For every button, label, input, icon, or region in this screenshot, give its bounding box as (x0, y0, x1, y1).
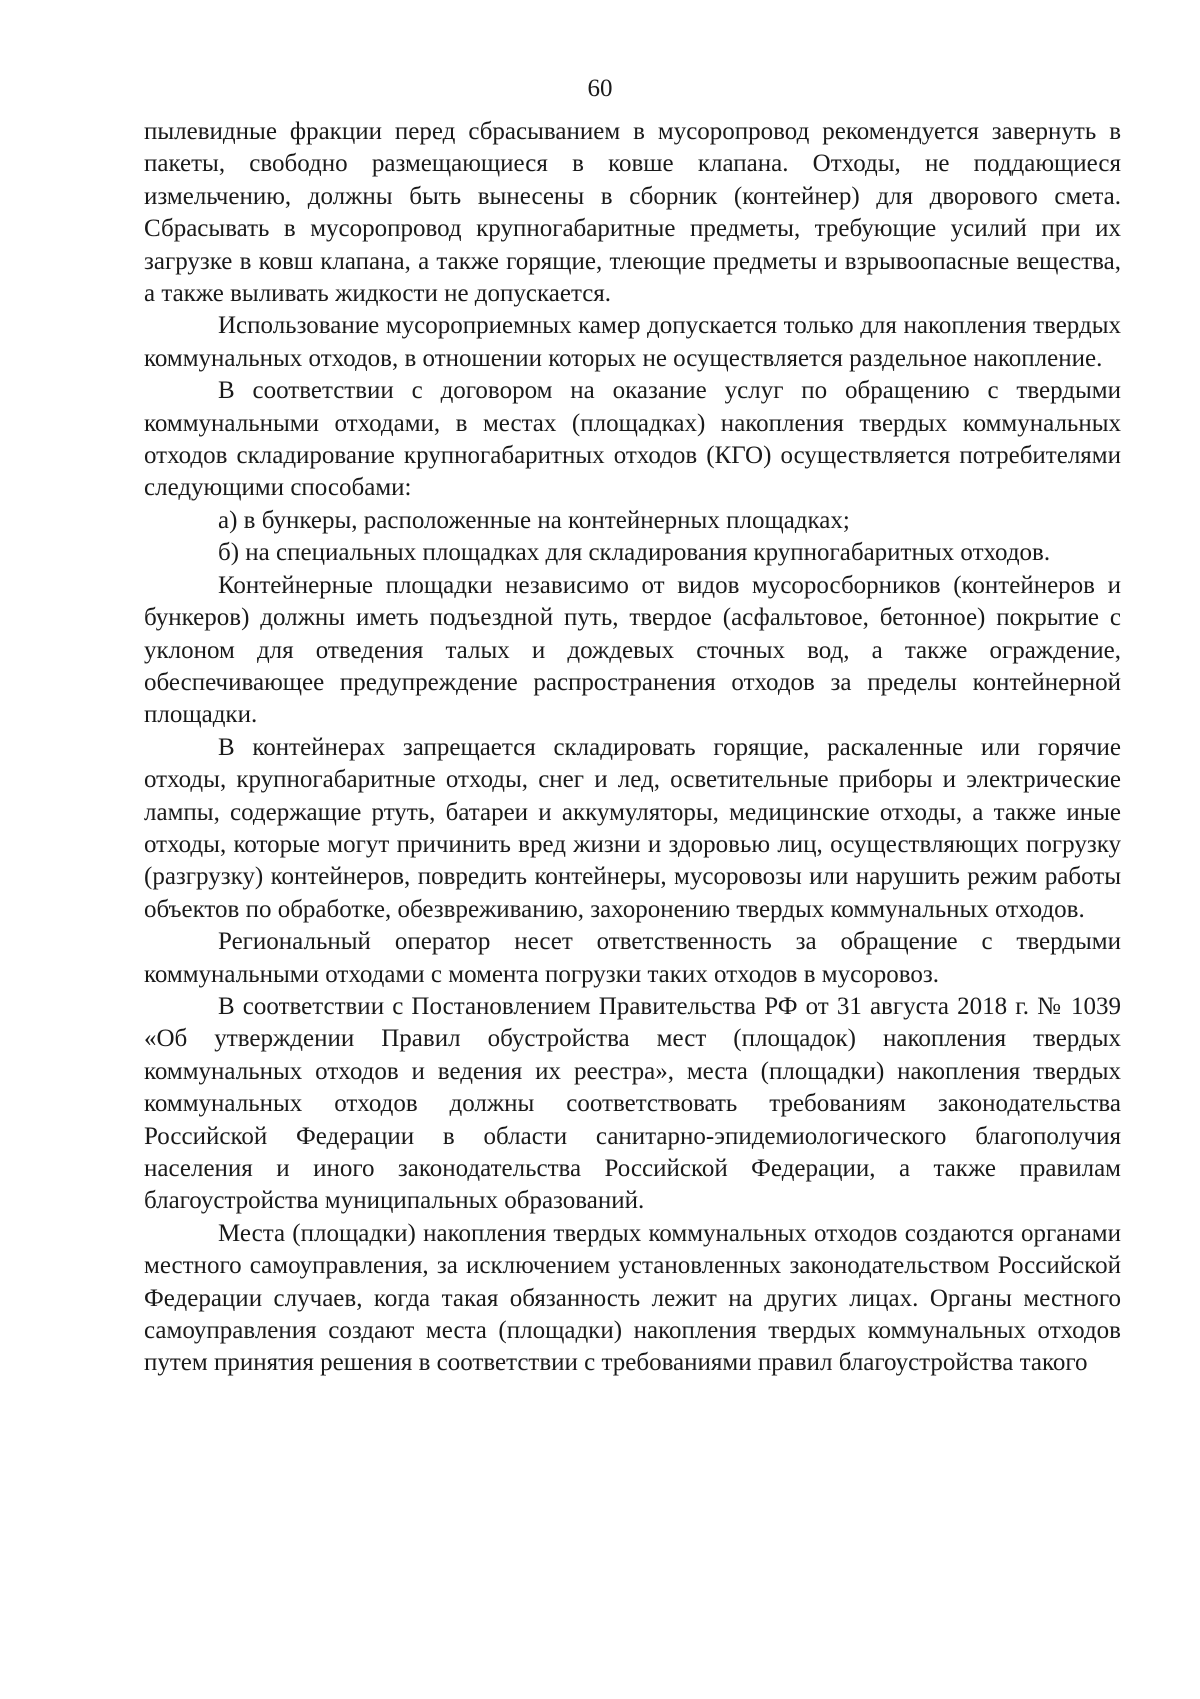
paragraph: В соответствии с Постановлением Правительства РФ от 31 августа 2018 г. № 1039 «Об утверждении Правил обустройства мест (площадок) накопления твердых коммунальных отходов и ведения их реестра», места (площадки) накопления твердых коммунальных отходов должны соответствовать требованиям законодательства Российской Федерации в области санитарно-эпидемиологического благополучия населения и иного законодательства Российской Федерации, а также правилам благоустройства муниципальных образований. (144, 992, 1121, 1215)
page-number: 60 (587, 75, 613, 102)
paragraph: В соответствии с договором на оказание услуг по обращению с твердыми коммунальными отходами, в местах (площадках) накопления твердых коммунальных отходов складирование крупногабаритных отходов (КГО) осуществляется потребителями следующими способами: (144, 377, 1121, 502)
body-text (144, 116, 1121, 1380)
paragraph: Региональный оператор несет ответственность за обращение с твердыми коммунальными отходами с момента погрузки таких отходов в мусоровоз. (144, 928, 1121, 988)
paragraph: Места (площадки) накопления твердых коммунальных отходов создаются органами местного самоуправления, за исключением установленных законодательством Российской Федерации случаев, когда такая обязанность лежит на других лицах. Органы местного самоуправления создают места (площадки) накопления твердых коммунальных отходов путем принятия решения в соответствии с требованиями правил благоустройства такого (144, 1219, 1121, 1377)
paragraph: Контейнерные площадки независимо от видов мусоросборников (контейнеров и бункеров) должны иметь подъездной путь, твердое (асфальтовое, бетонное) покрытие с уклоном для отведения талых и дождевых сточных вод, а также ограждение, обеспечивающее предупреждение распространения отходов за пределы контейнерной площадки. (144, 571, 1121, 729)
paragraph: Использование мусороприемных камер допускается только для накопления твердых коммунальных отходов, в отношении которых не осуществляется раздельное накопление. (144, 312, 1121, 372)
paragraph: пылевидные фракции перед сбрасыванием в мусоропровод рекомендуется завернуть в пакеты, свободно размещающиеся в ковше клапана. Отходы, не поддающиеся измельчению, должны быть вынесены в сборник (контейнер) для дворового смета. Сбрасывать в мусоропровод крупногабаритные предметы, требующие усилий при их загрузке в ковш клапана, а также горящие, тлеющие предметы и взрывоопасные вещества, а также выливать жидкости не допускается. (144, 118, 1121, 308)
list-item: б) на специальных площадках для складирования крупногабаритных отходов. (218, 539, 1051, 567)
paragraph: В контейнерах запрещается складировать горящие, раскаленные или горячие отходы, крупногабаритные отходы, снег и лед, осветительные приборы и электрические лампы, содержащие ртуть, батареи и аккумуляторы, медицинские отходы, а также иные отходы, которые могут причинить вред жизни и здоровью лиц, осуществляющих погрузку (разгрузку) контейнеров, повредить контейнеры, мусоровозы или нарушить режим работы объектов по обработке, обезвреживанию, захоронению твердых коммунальных отходов. (144, 733, 1121, 923)
list-item: а) в бункеры, расположенные на контейнерных площадках; (218, 506, 850, 534)
